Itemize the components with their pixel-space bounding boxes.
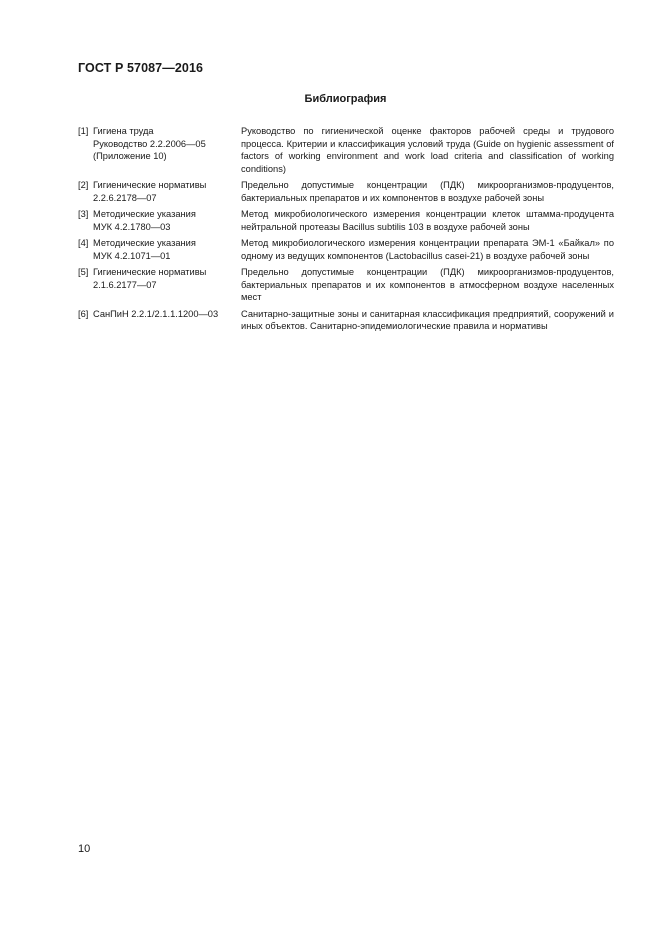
bibliography-entry (78, 208, 614, 233)
bibliography-entry (78, 237, 614, 262)
entry-number: [3] (78, 209, 89, 220)
standard-header: ГОСТ Р 57087—2016 (78, 61, 204, 75)
entry-number: [4] (78, 238, 89, 249)
entry-number: [1] (78, 126, 89, 136)
bibliography-entry (78, 179, 614, 204)
entry-source: Методические указания МУК 4.2.1780—03 (93, 209, 196, 232)
entry-number: [2] (78, 180, 89, 191)
entry-description: Санитарно-защитные зоны и санитарная классификация предприятий, сооружений и иных объектов. Санитарно-эпидемиологические правила и нормативы (241, 308, 614, 332)
entry-number: [5] (78, 267, 89, 278)
bibliography-entry (78, 125, 614, 175)
bibliography-entry (78, 308, 614, 333)
entry-source: СанПиН 2.2.1/2.1.1.1200—03 (93, 308, 219, 319)
entry-description: Метод микробиологического измерения концентрации препарата ЭМ-1 «Байкал» по одному из ведущих компонентов (Lactobacillus casei-21) в воздухе рабочей зоны (241, 238, 614, 261)
entry-description: Предельно допустимые концентрации (ПДК) микроорганизмов-продуцентов, бактериальных препаратов и их компонентов в атмосферном воздухе населенных мест (241, 267, 614, 303)
entry-description: Руководство по гигиенической оценке факторов рабочей среды и трудового процесса. Критерии и классификация условий труда (Guide on hygienic assessment of factors of working environment and work load criteria and classification of working conditions) (241, 126, 614, 174)
entry-source: Методические указания МУК 4.2.1071—01 (93, 238, 196, 261)
entry-number: [6] (78, 308, 89, 319)
page-title: Библиография (304, 93, 387, 105)
entry-source: Гигиенические нормативы 2.1.6.2177—07 (93, 267, 207, 290)
entry-description: Метод микробиологического измерения концентрации клеток штамма-продуцента нейтральной протеазы Bacillus subtilis 103 в воздухе рабочей зоны (241, 209, 614, 232)
page-number: 10 (78, 843, 91, 855)
entry-source: Гигиенические нормативы 2.2.6.2178—07 (93, 180, 207, 203)
entry-description: Предельно допустимые концентрации (ПДК) микроорганизмов-продуцентов, бактериальных препаратов и их компонентов в воздухе рабочей зоны (241, 180, 614, 203)
bibliography-entry (78, 266, 614, 304)
bibliography-list (78, 125, 614, 337)
entry-source: Гигиена труда Руководство 2.2.2006—05 (Приложение 10) (93, 126, 206, 162)
